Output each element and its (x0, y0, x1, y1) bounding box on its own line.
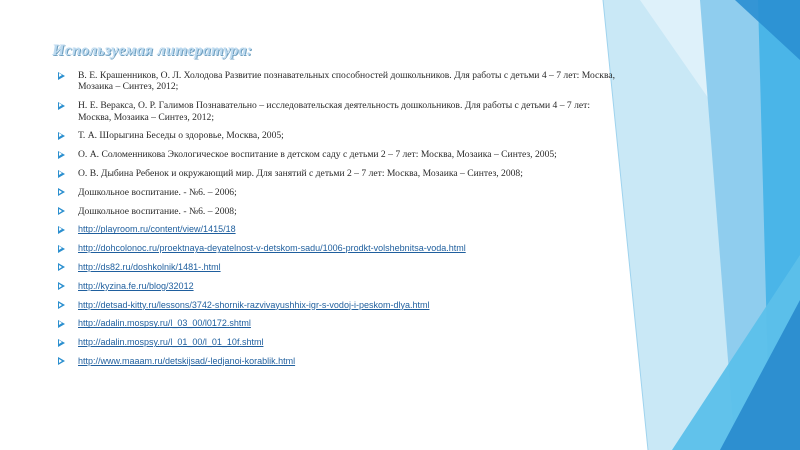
triangle-bullet-icon (58, 263, 65, 271)
reference-item (56, 70, 616, 93)
link-text[interactable]: http://playroom.ru/content/view/1415/18 (78, 224, 236, 235)
link-text[interactable]: http://dohcolonoc.ru/proektnaya-deyatelnost-v-detskom-sadu/1006-prodkt-volshebnitsa-voda.html (78, 243, 466, 254)
reference-text: О. А. Соломенникова Экологическое воспитание в детском саду с детьми 2 – 7 лет: Москва, Мозаика – Синтез, 2005; (78, 149, 557, 161)
triangle-bullet-icon (58, 226, 65, 234)
link-text[interactable]: http://www.maaam.ru/detskijsad/-ledjanoi-korablik.html (78, 355, 296, 366)
triangle-bullet-icon (58, 301, 65, 309)
triangle-bullet-icon (58, 102, 65, 110)
triangle-bullet-icon (58, 151, 65, 159)
triangle-bullet-icon (58, 320, 65, 328)
reference-link[interactable] (56, 318, 616, 329)
reference-text: Н. Е. Веракса, О. Р. Галимов Познавательно – исследовательская деятельность дошкольников. Для работы с детьми 4 – 7 лет: Москва, Мозаика – Синтез, 2012; (78, 100, 590, 123)
reference-link[interactable] (56, 300, 616, 311)
triangle-bullet-icon (58, 132, 65, 140)
link-text[interactable]: http://kyzina.fe.ru/blog/32012 (78, 280, 194, 291)
reference-text: О. В. Дыбина Ребенок и окружающий мир. Для занятий с детьми 2 – 7 лет: Москва, Мозаика – Синтез, 2008; (78, 168, 523, 179)
reference-item (56, 168, 616, 179)
triangle-bullet-icon (58, 170, 65, 178)
reference-text: В. Е. Крашенников, О. Л. Холодова Развитие познавательных способностей дошкольников. Для работы с детьми 4 – 7 лет: Москва, Мозаика – Синтез, 2012; (78, 70, 616, 93)
link-text[interactable]: http://adalin.mospsy.ru/l_03_00/l0172.shtml (78, 318, 251, 329)
reference-link[interactable] (56, 281, 616, 292)
reference-link[interactable] (56, 243, 616, 254)
link-text[interactable]: http://adalin.mospsy.ru/l_01_00/l_01_10f.shtml (78, 337, 264, 348)
reference-link[interactable] (56, 262, 616, 273)
reference-text: Дошкольное воспитание. - №6. – 2008; (78, 205, 237, 217)
triangle-bullet-icon (58, 339, 65, 347)
triangle-bullet-icon (58, 245, 65, 253)
reference-item (56, 100, 616, 123)
reference-item (56, 187, 616, 198)
triangle-bullet-icon (58, 357, 65, 365)
reference-list (56, 70, 616, 375)
reference-item (56, 206, 616, 217)
triangle-bullet-icon (58, 188, 65, 196)
triangle-bullet-icon (58, 282, 65, 290)
reference-text: Дошкольное воспитание. - №6. – 2006; (78, 186, 237, 198)
reference-text: Т. А. Шорыгина Беседы о здоровье, Москва, 2005; (78, 130, 284, 142)
reference-item (56, 130, 616, 141)
reference-link[interactable] (56, 224, 616, 235)
triangle-bullet-icon (58, 207, 65, 215)
reference-link[interactable] (56, 337, 616, 348)
reference-link[interactable] (56, 356, 616, 367)
link-text[interactable]: http://ds82.ru/doshkolnik/1481-.html (78, 261, 221, 272)
slide-title: Используемая литература: (52, 42, 253, 59)
reference-item (56, 149, 616, 160)
triangle-bullet-icon (58, 72, 65, 80)
link-text[interactable]: http://detsad-kitty.ru/lessons/3742-shornik-razvivayushhix-igr-s-vodoj-i-peskom-dlya.html (78, 299, 430, 310)
